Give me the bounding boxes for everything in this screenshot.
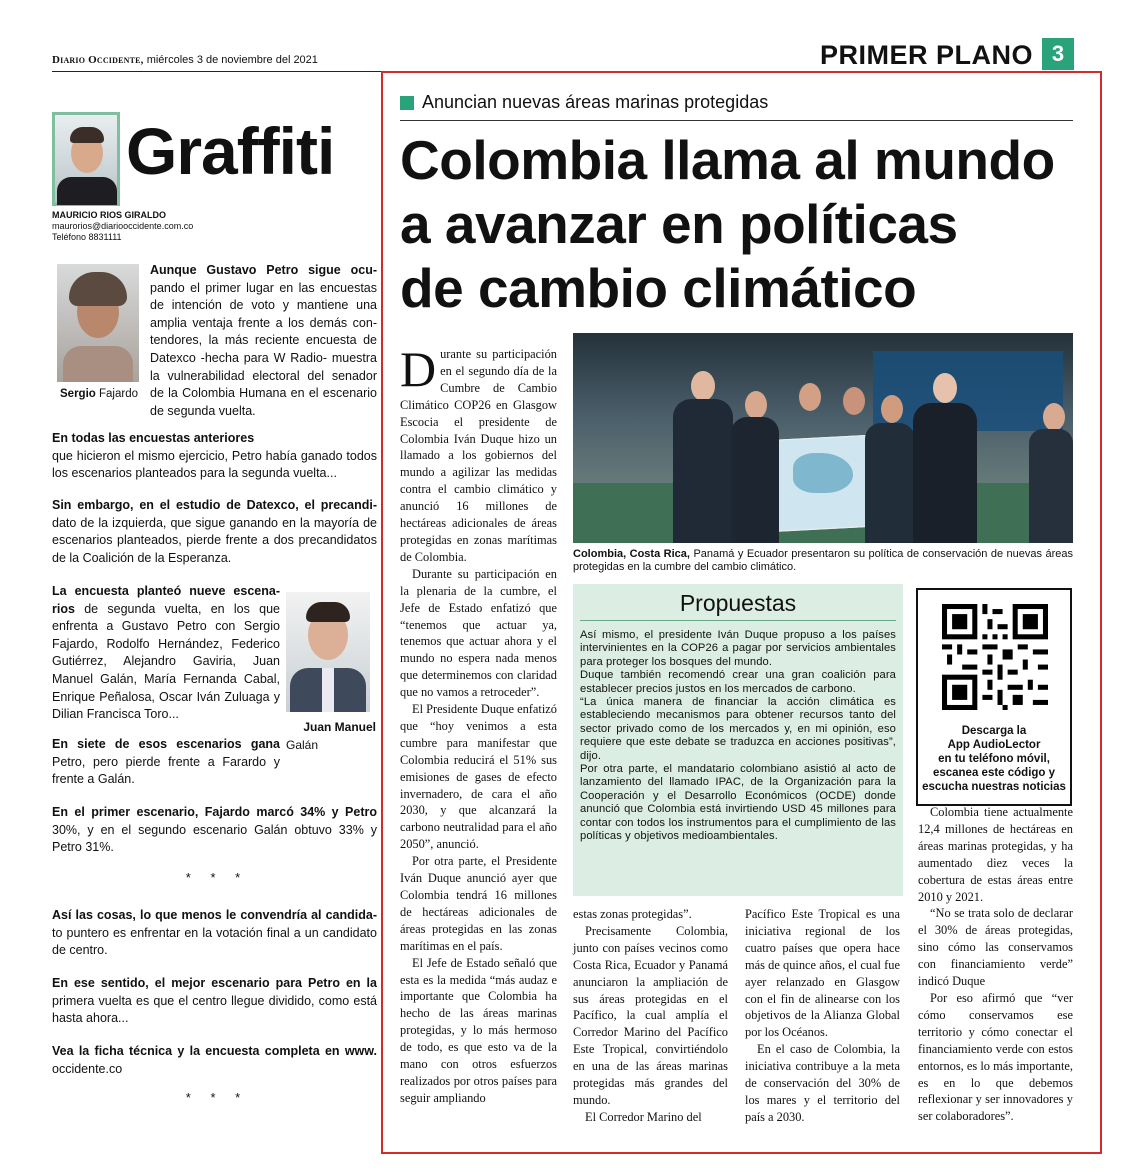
article-paragraph: Colombia tiene actualmente 12,4 millones de hectáreas en áreas marinas protegidas, y ha aumentado diez veces la cobertura de estas áreas entre 2010 y 2021. xyxy=(918,805,1073,904)
graffiti-paragraph-4 xyxy=(52,583,280,724)
paragraph-lead: En siete de esos escenarios gana xyxy=(52,737,280,751)
propuestas-title: Propuestas xyxy=(679,590,797,616)
graffiti-paragraph-1 xyxy=(150,262,377,420)
article-paragraph: Durante su participación en la plenaria de la cumbre, el Jefe de Estado enfatizó que “tenemos que actuar ya, tenemos que actuar ahora y el mundo no espera nada menos que determinemos con claridad que no vamos a retroceder”. xyxy=(400,566,557,700)
paragraph-lead: En el primer escenario, Fajardo marcó 34% y Petro xyxy=(52,805,377,819)
paragraph-lead: En todas las encuestas anteriores xyxy=(52,431,255,445)
article-paragraph: “No se trata solo de declarar el 30% de áreas protegidas, sino cómo las conservamos con financiamiento verde” indicó Duque xyxy=(918,906,1073,989)
qr-instructions xyxy=(916,724,1072,794)
paragraph-text: urante su participación en el segundo día de la Cumbre de Cambio Climático COP26 en Glasgow Escocia el presidente de Colombia Iván Duque hizo un llamado a los gobiernos del mundo a agilizar las medidas contra el cambio climático y anunció 16 millones de hectáreas adicionales de áreas protegidas en zonas marítimas de Colombia. xyxy=(400,347,557,564)
section-separator: * * * xyxy=(185,870,249,885)
paragraph-body: que hicieron el mismo ejercicio, Petro había ganado todos los escenarios planteados para la segunda vuelta... xyxy=(52,448,377,481)
paragraph-lead: Así las cosas, lo que menos le convendría al candida- xyxy=(52,908,377,922)
article-column-2 xyxy=(573,906,728,1126)
caption-rest: Galán xyxy=(286,738,319,752)
author-photo xyxy=(52,112,120,206)
caption-rest: Fajardo xyxy=(99,388,138,400)
juan-caption xyxy=(286,718,376,754)
paragraph-body: de segunda vuelta, en los que enfrenta a Gustavo Petro con Sergio Fajardo, Rodolfo Hernández, Federico Gutiérrez, Alejandro Gaviria, Juan Manuel Galán, María Fernanda Cabal, Enrique Peñalosa, Oscar Iván Zuluaga y Dilian Francisca Toro... xyxy=(52,601,280,722)
caption-rest: Panamá y Ecuador presentaron su política de conservación de nuevas áreas protegidas en la cumbre del cambio climático. xyxy=(573,548,1073,573)
graffiti-paragraph-5 xyxy=(52,736,280,789)
article-paragraph: Precisamente Colombia, junto con países vecinos como Costa Rica, Ecuador y Panamá anunciaron la ampliación de sus áreas protegidas en el Pacífico, la cual amplía el Corredor Marino del Pacífico Este Tropical, convirtiéndolo en una de las áreas marinas protegidas más grandes del mundo. xyxy=(573,923,728,1107)
qr-line: Descarga la xyxy=(961,725,1027,737)
article-column-4 xyxy=(918,804,1073,1125)
paragraph-body: 30%, y en el segundo escenario Galán obtuvo 33% y Petro 31%. xyxy=(52,822,377,855)
column-title: Graffiti xyxy=(126,114,335,188)
qr-line: App AudioLector xyxy=(947,739,1041,751)
article-paragraph: En el caso de Colombia, la iniciativa contribuye a la meta de conservación del 30% de los mares y el territorio del país a 2030. xyxy=(745,1042,900,1124)
article-paragraph xyxy=(400,341,557,566)
article-kicker xyxy=(400,92,768,113)
graffiti-paragraph-3 xyxy=(52,497,377,567)
qr-code-icon[interactable] xyxy=(942,604,1048,710)
headline-line: de cambio climático xyxy=(400,257,917,319)
caption-bold: Sergio xyxy=(60,388,96,400)
photo-caption xyxy=(573,548,1073,574)
propuestas-paragraph: Duque también recomendó crear una gran coalición para establecer precios justos en los mercados de carbono. xyxy=(580,669,896,695)
article-column-1 xyxy=(400,341,557,1107)
propuestas-text xyxy=(580,629,896,844)
paragraph-lead: En ese sentido, el mejor escenario para Petro en la xyxy=(52,976,377,990)
header-divider xyxy=(52,71,382,72)
paragraph-body: primera vuelta es que el centro llegue dividido, como está hasta ahora... xyxy=(52,993,377,1026)
propuestas-paragraph: Por otra parte, el mandatario colombiano asistió al acto de lanzamiento del llamado IPAC, de la Organización para la Cooperación y el Desarrollo Económicos (OCDE) donde anunció que Colombia está invirtiendo USD 45 millones para contar con todos los instrumentos para el cumplimiento de las políticas y objetivos medioambientales. xyxy=(580,763,896,843)
paragraph-body: occidente.co xyxy=(52,1061,123,1076)
propuestas-paragraph: Así mismo, el presidente Iván Duque propuso a los países intervinientes en la COP26 a pagar por servicios ambientales para proteger los bosques del mundo. xyxy=(580,629,896,668)
graffiti-paragraph-8 xyxy=(52,975,377,1028)
article-headline xyxy=(400,128,1080,320)
article-paragraph: El Corredor Marino del xyxy=(585,1109,702,1124)
paragraph-body: dato de la izquierda, que sigue ganando en la mayoría de escenarios planteados, pierde frente a dos precandidatos de la Coalición de la Esperanza. xyxy=(52,515,377,565)
author-email: maurorios@diariooccidente.com.co xyxy=(52,221,194,231)
article-paragraph: El Presidente Duque enfatizó que “hoy venimos a esta cumbre para manifestar que Colombia reducirá el 51% sus emisiones de gases de efecto invernadero, de cara el año 2030, y que alcanzará la carbono neutralidad para el año 2050”, anunció. xyxy=(400,702,557,852)
paragraph-body: Petro, pero pierde frente a Farardo y frente a Galán. xyxy=(52,754,280,787)
paragraph-lead: La encuesta planteó nueve escena-rios xyxy=(52,584,280,616)
propuestas-rule xyxy=(580,620,896,621)
cop26-photo xyxy=(573,333,1073,543)
headline-line: a avanzar en políticas xyxy=(400,193,958,255)
graffiti-paragraph-7 xyxy=(52,907,377,960)
kicker-rule xyxy=(400,120,1073,121)
caption-bold: Juan Manuel xyxy=(303,720,376,734)
kicker-text: Anuncian nuevas áreas marinas protegidas xyxy=(422,92,769,112)
author-name: MAURICIO RIOS GIRALDO xyxy=(52,210,166,220)
author-phone: Teléfono 8831111 xyxy=(52,232,122,242)
author-info xyxy=(52,210,193,243)
drop-cap: D xyxy=(400,341,437,397)
paragraph-lead: Sin embargo, en el estudio de Datexco, el precandi- xyxy=(52,498,377,512)
article-paragraph: El Jefe de Estado señaló que esta es la medida “más audaz e importante que Colombia ha hecho de las áreas marinas protegidas, y lo más hermoso de todo, es que esto va de la mano con otros esfuerzos realizados por otros países para seguir ampliando xyxy=(400,955,557,1105)
sergio-caption xyxy=(60,388,138,400)
section-title: PRIMER PLANO xyxy=(820,40,1034,70)
sergio-fajardo-photo xyxy=(57,264,139,382)
paragraph-lead: Aunque Gustavo Petro sigue ocu- xyxy=(150,263,377,277)
page-number: 3 xyxy=(1042,38,1074,70)
section-separator-2: * * * xyxy=(185,1090,249,1105)
juan-manuel-galan-photo xyxy=(286,592,370,712)
paragraph-body: pando el primer lugar en las encuestas de intención de voto y mantiene una amplia ventaja frente a los demás con-tendores, la más reciente encuesta de Datexco -hecha para W Radio- muestra la vulnerabilidad electoral del senador de la Colombia Humana en el escenario de segunda vuelta. xyxy=(150,280,377,418)
article-paragraph: Pacífico Este Tropical es una iniciativa regional de los cuatro países que opera hace más de quince años, el cual fue ayer relanzado en Glasgow con el fin de alinearse con los objetivos de la Alianza Global por los Océanos. xyxy=(745,907,900,1040)
qr-line: escanea este código y xyxy=(932,767,1056,779)
headline-line: Colombia llama al mundo xyxy=(400,129,1055,191)
article-paragraph: estas zonas protegidas”. xyxy=(573,907,692,921)
page-header-left xyxy=(52,54,318,66)
graffiti-paragraph-6 xyxy=(52,804,377,857)
qr-line: en tu teléfono móvil, xyxy=(938,753,1050,765)
propuestas-paragraph: “La única manera de financiar la acción climática es estableciendo mecanismos para obtener recursos tanto del sector privado como de los mercados y, en mi opinión, eso requiere que este debate se traduzca en acciones positivas”, dijo. xyxy=(580,696,896,762)
article-column-3 xyxy=(745,906,900,1126)
paragraph-lead: Vea la ficha técnica y la encuesta completa en www. xyxy=(52,1044,377,1058)
graffiti-paragraph-2 xyxy=(52,430,377,483)
qr-line: escucha nuestras noticias xyxy=(922,781,1066,793)
paragraph-body: to puntero es enfrentar en la votación final a un candidato de centro. xyxy=(52,925,377,958)
graffiti-paragraph-9 xyxy=(52,1043,377,1078)
issue-date: miércoles 3 de noviembre del 2021 xyxy=(146,54,318,66)
caption-bold: Colombia, Costa Rica, xyxy=(573,548,690,560)
article-paragraph: Por otra parte, el Presidente Iván Duque anunció ayer que Colombia tendrá 16 millones de hectáreas adicionales de áreas protegidas en las zonas marítimas en el país. xyxy=(400,854,557,953)
newspaper-name: Diario Occidente, xyxy=(52,54,144,66)
kicker-square-icon xyxy=(400,96,414,110)
article-paragraph: Por eso afirmó que “ver cómo conservamos ese territorio y cómo conectar el financiamiento verde con estos entornos, es lo más importante, es en lo que debemos reflexionar y ser innovadores y ser colaboradores”. xyxy=(918,990,1073,1124)
